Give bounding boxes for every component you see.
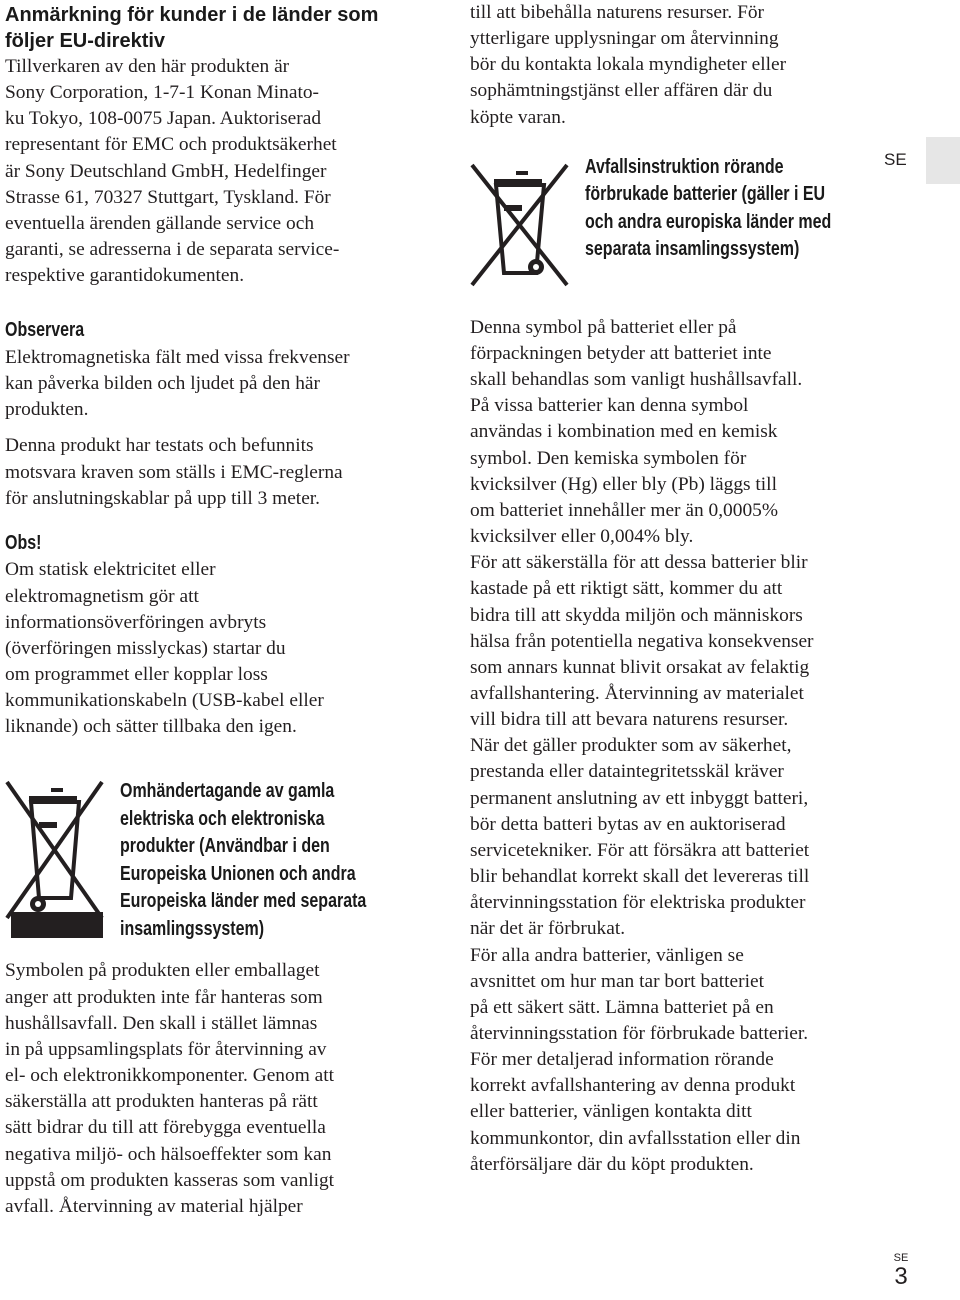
text-line: ytterligare upplysningar om återvinning	[470, 28, 779, 50]
battery-heading-line: förbrukade batterier (gäller i EU	[585, 183, 826, 206]
text-line: För alla andra batterier, vänligen se	[470, 944, 744, 966]
text-line: vill bidra till att bevara naturens resurser.	[470, 709, 789, 731]
crossed-out-wheelie-bin-icon	[470, 163, 570, 287]
battery-heading-line: separata insamlingssystem)	[585, 238, 800, 261]
text-line: Om statisk elektricitet eller	[5, 559, 216, 581]
text-line: hälsa från potentiella negativa konsekvenser	[470, 630, 814, 652]
text-line: återförsäljare där du köpt produkten.	[470, 1153, 754, 1175]
text-line: hushållsavfall. Den skall i stället lämnas	[5, 1012, 318, 1034]
text-line: sätt bidrar du till att förebygga eventuella	[5, 1117, 326, 1139]
obs-text	[5, 557, 425, 740]
text-line: Symbolen på produkten eller emballaget	[5, 960, 320, 982]
text-line: liknande) och sätter tillbaka den igen.	[5, 716, 297, 738]
weee-heading-line: Europeiska Unionen och andra	[120, 862, 356, 885]
page-footer	[889, 1252, 913, 1290]
text-line: motsvara kraven som ställs i EMC-reglerna	[5, 461, 343, 483]
text-line: är Sony Deutschland GmbH, Hedelfinger	[5, 160, 327, 182]
text-line: blir behandlat korrekt skall det levereras till	[470, 866, 810, 888]
text-line: avsnittet om hur man tar bort batteriet	[470, 970, 765, 992]
text-line: avfallshantering. Återvinning av materialet	[470, 682, 804, 704]
text-line: köpte varan.	[470, 106, 566, 128]
eu-directive-text	[5, 54, 425, 289]
text-line: återvinningsstation för elektriska produkter	[470, 892, 806, 914]
text-line: negativa miljö- och hälsoeffekter som kan	[5, 1143, 332, 1165]
text-line: garanti, se adresserna i de separata service-	[5, 239, 340, 261]
eu-heading-line: Anmärkning för kunder i de länder som	[5, 4, 379, 26]
text-line: avfall. Återvinning av material hjälper	[5, 1195, 303, 1217]
text-line: el- och elektronikkomponenter. Genom att	[5, 1065, 335, 1087]
text-line: permanent anslutning av ett inbyggt batteri,	[470, 787, 809, 809]
text-line: respektive garantidokumenten.	[5, 265, 245, 287]
weee-heading-line: elektriska och elektroniska	[120, 807, 325, 830]
text-line: kommunkontor, din avfallsstation eller din	[470, 1127, 801, 1149]
language-tab-marker	[926, 137, 960, 184]
text-line: kan påverka bilden och ljudet på den här	[5, 373, 320, 395]
page-number: 3	[894, 1263, 908, 1290]
text-line: korrekt avfallshantering av denna produkt	[470, 1075, 796, 1097]
weee-heading-line: Europeiska länder med separata	[120, 890, 367, 913]
text-line: kastade på ett riktigt sätt, kommer du att	[470, 578, 783, 600]
observera-paragraph-2	[5, 433, 425, 511]
text-line: kvicksilver (Hg) eller bly (Pb) läggs till	[470, 473, 777, 495]
text-line: Elektromagnetiska fält med vissa frekvenser	[5, 346, 350, 368]
crossed-out-wheelie-bin-icon	[5, 780, 105, 940]
text-line: För att säkerställa för att dessa batterier blir	[470, 552, 808, 574]
weee-section-header	[5, 778, 425, 958]
text-line: servicetekniker. För att försäkra att batteriet	[470, 839, 810, 861]
observera-heading: Observera	[5, 319, 85, 342]
text-line: förpackningen betyder att batteriet inte	[470, 342, 772, 364]
footer-language: SE	[893, 1252, 909, 1264]
text-line: bör detta batteri bytas av en auktoriserad	[470, 813, 786, 835]
text-line: Denna produkt har testats och befunnits	[5, 435, 314, 457]
text-line: Tillverkaren av den här produkten är	[5, 56, 290, 77]
text-line: användas i kombination med en kemisk	[470, 421, 778, 443]
text-line: prestanda eller dataintegritetsskäl kräver	[470, 761, 784, 783]
text-line: eller batterier, vänligen kontakta ditt	[470, 1101, 752, 1123]
right-column	[470, 0, 890, 1178]
text-line: bör du kontakta lokala myndigheter eller	[470, 54, 787, 76]
text-line: skall behandlas som vanligt hushållsavfall.	[470, 369, 803, 391]
text-line: eventuella ärenden gällande service och	[5, 212, 315, 234]
text-line: för anslutningskablar på upp till 3 meter.	[5, 487, 321, 509]
weee-heading	[120, 778, 428, 943]
eu-directive-heading	[5, 2, 425, 54]
text-line: anger att produkten inte får hanteras som	[5, 986, 323, 1008]
weee-heading-line: insamlingssystem)	[120, 917, 265, 940]
text-line: När det gäller produkter som av säkerhet,	[470, 735, 792, 757]
text-line: produkten.	[5, 399, 89, 421]
text-line: informationsöverföringen avbryts	[5, 611, 267, 633]
weee-text	[5, 958, 425, 1220]
text-line: till att bibehålla naturens resurser. För	[470, 2, 765, 23]
text-line: Strasse 61, 70327 Stuttgart, Tyskland. För	[5, 186, 331, 208]
text-line: kommunikationskabeln (USB-kabel eller	[5, 690, 324, 712]
text-line: sophämtningstjänst eller affären där du	[470, 80, 773, 102]
text-line: Denna symbol på batteriet eller på	[470, 316, 737, 338]
continued-text	[470, 0, 890, 131]
battery-heading-line: och andra europiska länder med	[585, 210, 832, 233]
text-line: Sony Corporation, 1-7-1 Konan Minato-	[5, 82, 319, 104]
observera-paragraph-1	[5, 345, 425, 423]
text-line: elektromagnetism gör att	[5, 585, 199, 607]
left-column	[5, 0, 425, 1220]
text-line: ku Tokyo, 108-0075 Japan. Auktoriserad	[5, 108, 322, 130]
text-line: om batteriet innehåller mer än 0,0005%	[470, 499, 778, 521]
battery-heading	[585, 154, 893, 264]
text-line: säkerställa att produkten hanteras på rätt	[5, 1091, 318, 1113]
text-line: in på uppsamlingsplats för återvinning av	[5, 1038, 327, 1060]
battery-section-header	[470, 155, 890, 315]
weee-heading-line: Omhändertagande av gamla	[120, 780, 335, 803]
battery-text	[470, 315, 890, 1178]
text-line: representant för EMC och produktsäkerhet	[5, 134, 337, 156]
text-line: när det är förbrukat.	[470, 918, 626, 940]
text-line: För mer detaljerad information rörande	[470, 1049, 774, 1071]
text-line: bidra till att skydda miljön och människors	[470, 604, 803, 626]
weee-heading-line: produkter (Användbar i den	[120, 835, 330, 858]
battery-heading-line: Avfallsinstruktion rörande	[585, 155, 784, 178]
text-line: om programmet eller kopplar loss	[5, 663, 268, 685]
language-tab-label: SE	[884, 150, 907, 169]
eu-heading-line: följer EU-direktiv	[5, 30, 166, 52]
text-line: symbol. Den kemiska symbolen för	[470, 447, 747, 469]
text-line: på ett säkert sätt. Lämna batteriet på en	[470, 996, 774, 1018]
text-line: som annars kunnat blivit orsakat av felaktig	[470, 656, 810, 678]
text-line: På vissa batterier kan denna symbol	[470, 395, 749, 417]
obs-heading: Obs!	[5, 531, 42, 554]
text-line: återvinningsstation för förbrukade batterier.	[470, 1023, 809, 1044]
text-line: kvicksilver eller 0,004% bly.	[470, 526, 694, 548]
text-line: (överföringen misslyckas) startar du	[5, 637, 286, 659]
text-line: uppstå om produkten kasseras som vanligt	[5, 1169, 335, 1191]
